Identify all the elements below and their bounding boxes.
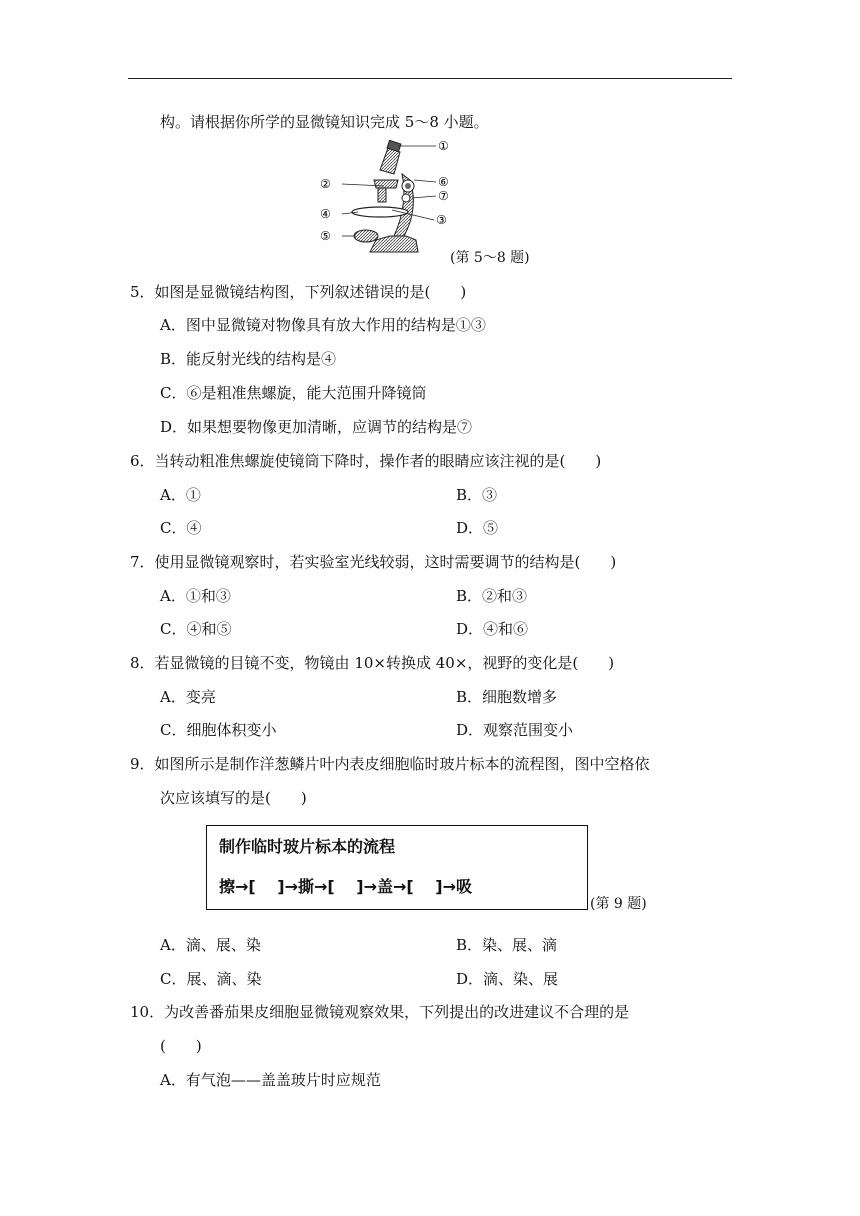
q6-option-b: B．③ <box>456 486 498 504</box>
q5-option-a: A．图中显微镜对物像具有放大作用的结构是①③ <box>160 316 486 334</box>
label-6: ⑥ <box>438 175 449 189</box>
flowchart-title: 制作临时玻片标本的流程 <box>219 837 396 856</box>
question-10-stem-line1: 10．为改善番茄果皮细胞显微镜观察效果，下列提出的改进建议不合理的是 <box>130 1003 630 1021</box>
figure-caption: (第 5～8 题) <box>450 250 530 266</box>
question-10-stem-line2: ( ) <box>160 1037 202 1055</box>
question-9-stem-line2: 次应该填写的是( ) <box>160 789 307 807</box>
q5-option-b: B．能反射光线的结构是④ <box>160 350 337 368</box>
q8-option-c: C．细胞体积变小 <box>160 721 277 739</box>
label-7: ⑦ <box>438 189 449 203</box>
q6-option-d: D．⑤ <box>456 519 499 537</box>
q6-option-a: A．① <box>160 486 201 504</box>
q7-option-b: B．②和③ <box>456 587 528 605</box>
label-4: ④ <box>320 207 331 221</box>
microscope-illustration-icon <box>318 140 468 262</box>
intro-text: 构。请根据你所学的显微镜知识完成 5～8 小题。 <box>160 113 489 131</box>
q6-option-c: C．④ <box>160 519 202 537</box>
q10-option-a: A．有气泡——盖盖玻片时应规范 <box>160 1071 381 1089</box>
q8-option-a: A．变亮 <box>160 688 216 706</box>
flowchart-box <box>206 825 588 910</box>
question-9-stem-line1: 9．如图所示是制作洋葱鳞片叶内表皮细胞临时玻片标本的流程图，图中空格依 <box>130 755 650 773</box>
header-rule <box>128 78 732 79</box>
question-8-stem: 8．若显微镜的目镜不变，物镜由 10×转换成 40×，视野的变化是( ) <box>130 654 615 672</box>
q9-option-b: B．染、展、滴 <box>456 936 558 954</box>
label-1: ① <box>438 140 449 153</box>
question-6-stem: 6．当转动粗准焦螺旋使镜筒下降时，操作者的眼睛应该注视的是( ) <box>130 452 602 470</box>
q9-option-a: A．滴、展、染 <box>160 936 261 954</box>
label-2: ② <box>320 177 331 191</box>
q9-option-c: C．展、滴、染 <box>160 970 262 988</box>
q5-option-c: C．⑥是粗准焦螺旋，能大范围升降镜筒 <box>160 384 427 402</box>
q7-option-d: D．④和⑥ <box>456 620 529 638</box>
q9-caption: (第 9 题) <box>590 896 647 912</box>
flowchart-steps: 擦→[ ]→撕→[ ]→盖→[ ]→吸 <box>219 877 473 896</box>
label-5: ⑤ <box>320 229 331 243</box>
question-7-stem: 7．使用显微镜观察时，若实验室光线较弱，这时需要调节的结构是( ) <box>130 553 617 571</box>
question-5-stem: 5．如图是显微镜结构图，下列叙述错误的是( ) <box>130 283 467 301</box>
q7-option-a: A．①和③ <box>160 587 231 605</box>
label-3: ③ <box>436 213 447 227</box>
q9-option-d: D．滴、染、展 <box>456 970 559 988</box>
q7-option-c: C．④和⑤ <box>160 620 232 638</box>
q8-option-b: B．细胞数增多 <box>456 688 558 706</box>
q8-option-d: D．观察范围变小 <box>456 721 574 739</box>
q5-option-d: D．如果想要物像更加清晰，应调节的结构是⑦ <box>160 418 473 436</box>
